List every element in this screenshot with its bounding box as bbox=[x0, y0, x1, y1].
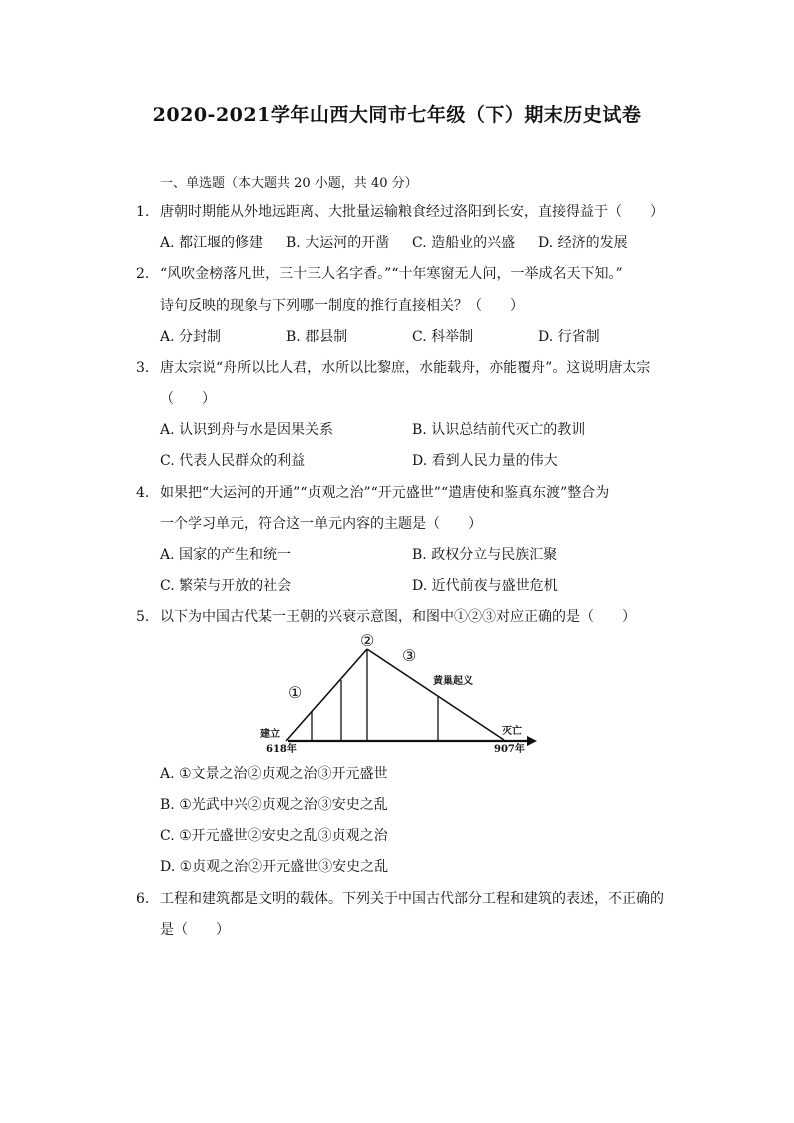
question-text-line: “风吹金榜落凡世，三十三人名字香。”“十年寒窗无人问，一举成名天下知。” bbox=[160, 266, 623, 282]
question-number: 4. bbox=[136, 485, 150, 501]
decline-line bbox=[367, 649, 504, 740]
diagram-marker-1: ① bbox=[288, 683, 303, 702]
option-a: A. 国家的产生和统一 bbox=[160, 547, 292, 563]
page-title: 2020-2021学年山西大同市七年级（下）期末历史试卷 bbox=[152, 104, 642, 126]
option-c: C. 科举制 bbox=[412, 329, 474, 345]
diagram-marker-2: ② bbox=[360, 631, 375, 650]
question-text-line: 如果把“大运河的开通”“贞观之治”“开元盛世”“遣唐使和鉴真东渡”整合为 bbox=[160, 485, 610, 501]
question-number: 3. bbox=[136, 360, 150, 376]
option-c: C. 造船业的兴盛 bbox=[412, 235, 516, 251]
label-rebellion: 黄巢起义 bbox=[433, 676, 473, 687]
option-c: C. 代表人民群众的利益 bbox=[160, 453, 306, 469]
question-text-line: 诗句反映的现象与下列哪一制度的推行直接相关？（ ） bbox=[160, 298, 524, 314]
label-start: 建立 bbox=[260, 729, 280, 740]
question-text-line: 唐朝时期能从外地远距离、大批量运输粮食经过洛阳到长安，直接得益于（ ） bbox=[160, 204, 664, 220]
question-number: 1. bbox=[136, 204, 150, 220]
option-d: D. ①贞观之治②开元盛世③安史之乱 bbox=[160, 859, 389, 875]
timeline-arrowhead bbox=[527, 736, 537, 746]
question-number: 2. bbox=[136, 266, 150, 282]
option-b: B. 郡县制 bbox=[286, 329, 348, 345]
option-a: A. 分封制 bbox=[160, 329, 222, 345]
question-text-line: 以下为中国古代某一王朝的兴衰示意图，和图中①②③对应正确的是（ ） bbox=[160, 609, 636, 625]
question-text-line: 一个学习单元，符合这一单元内容的主题是（ ） bbox=[160, 516, 482, 532]
question-text-line: （ ） bbox=[160, 391, 216, 407]
question-number: 6. bbox=[136, 891, 150, 907]
option-b: B. 认识总结前代灭亡的教训 bbox=[412, 422, 586, 438]
question-text-line: 是（ ） bbox=[160, 922, 230, 938]
option-d: D. 经济的发展 bbox=[538, 235, 628, 251]
label-end-year: 907年 bbox=[494, 744, 525, 755]
option-b: B. 政权分立与民族汇聚 bbox=[412, 547, 558, 563]
option-d: D. 近代前夜与盛世危机 bbox=[412, 578, 558, 594]
option-a: A. 都江堰的修建 bbox=[160, 235, 264, 251]
option-c: C. ①开元盛世②安史之乱③贞观之治 bbox=[160, 828, 388, 844]
dynasty-rise-fall-diagram bbox=[248, 630, 548, 755]
option-d: D. 看到人民力量的伟大 bbox=[412, 453, 558, 469]
question-text-line: 工程和建筑都是文明的载体。下列关于中国古代部分工程和建筑的表述，不正确的 bbox=[160, 891, 664, 907]
option-b: B. 大运河的开凿 bbox=[286, 235, 390, 251]
option-b: B. ①光武中兴②贞观之治③安史之乱 bbox=[160, 797, 388, 813]
question-text-line: 唐太宗说“舟所以比人君，水所以比黎庶，水能载舟，亦能覆舟”。这说明唐太宗 bbox=[160, 360, 651, 376]
option-d: D. 行省制 bbox=[538, 329, 600, 345]
diagram-marker-3: ③ bbox=[402, 646, 417, 665]
option-a: A. ①文景之治②贞观之治③开元盛世 bbox=[160, 766, 388, 782]
question-number: 5. bbox=[136, 609, 150, 625]
label-end: 灭亡 bbox=[502, 726, 522, 737]
option-c: C. 繁荣与开放的社会 bbox=[160, 578, 292, 594]
option-a: A. 认识到舟与水是因果关系 bbox=[160, 422, 334, 438]
label-start-year: 618年 bbox=[266, 744, 297, 755]
section-heading: 一、单选题（本大题共 20 小题，共 40 分） bbox=[160, 176, 418, 191]
